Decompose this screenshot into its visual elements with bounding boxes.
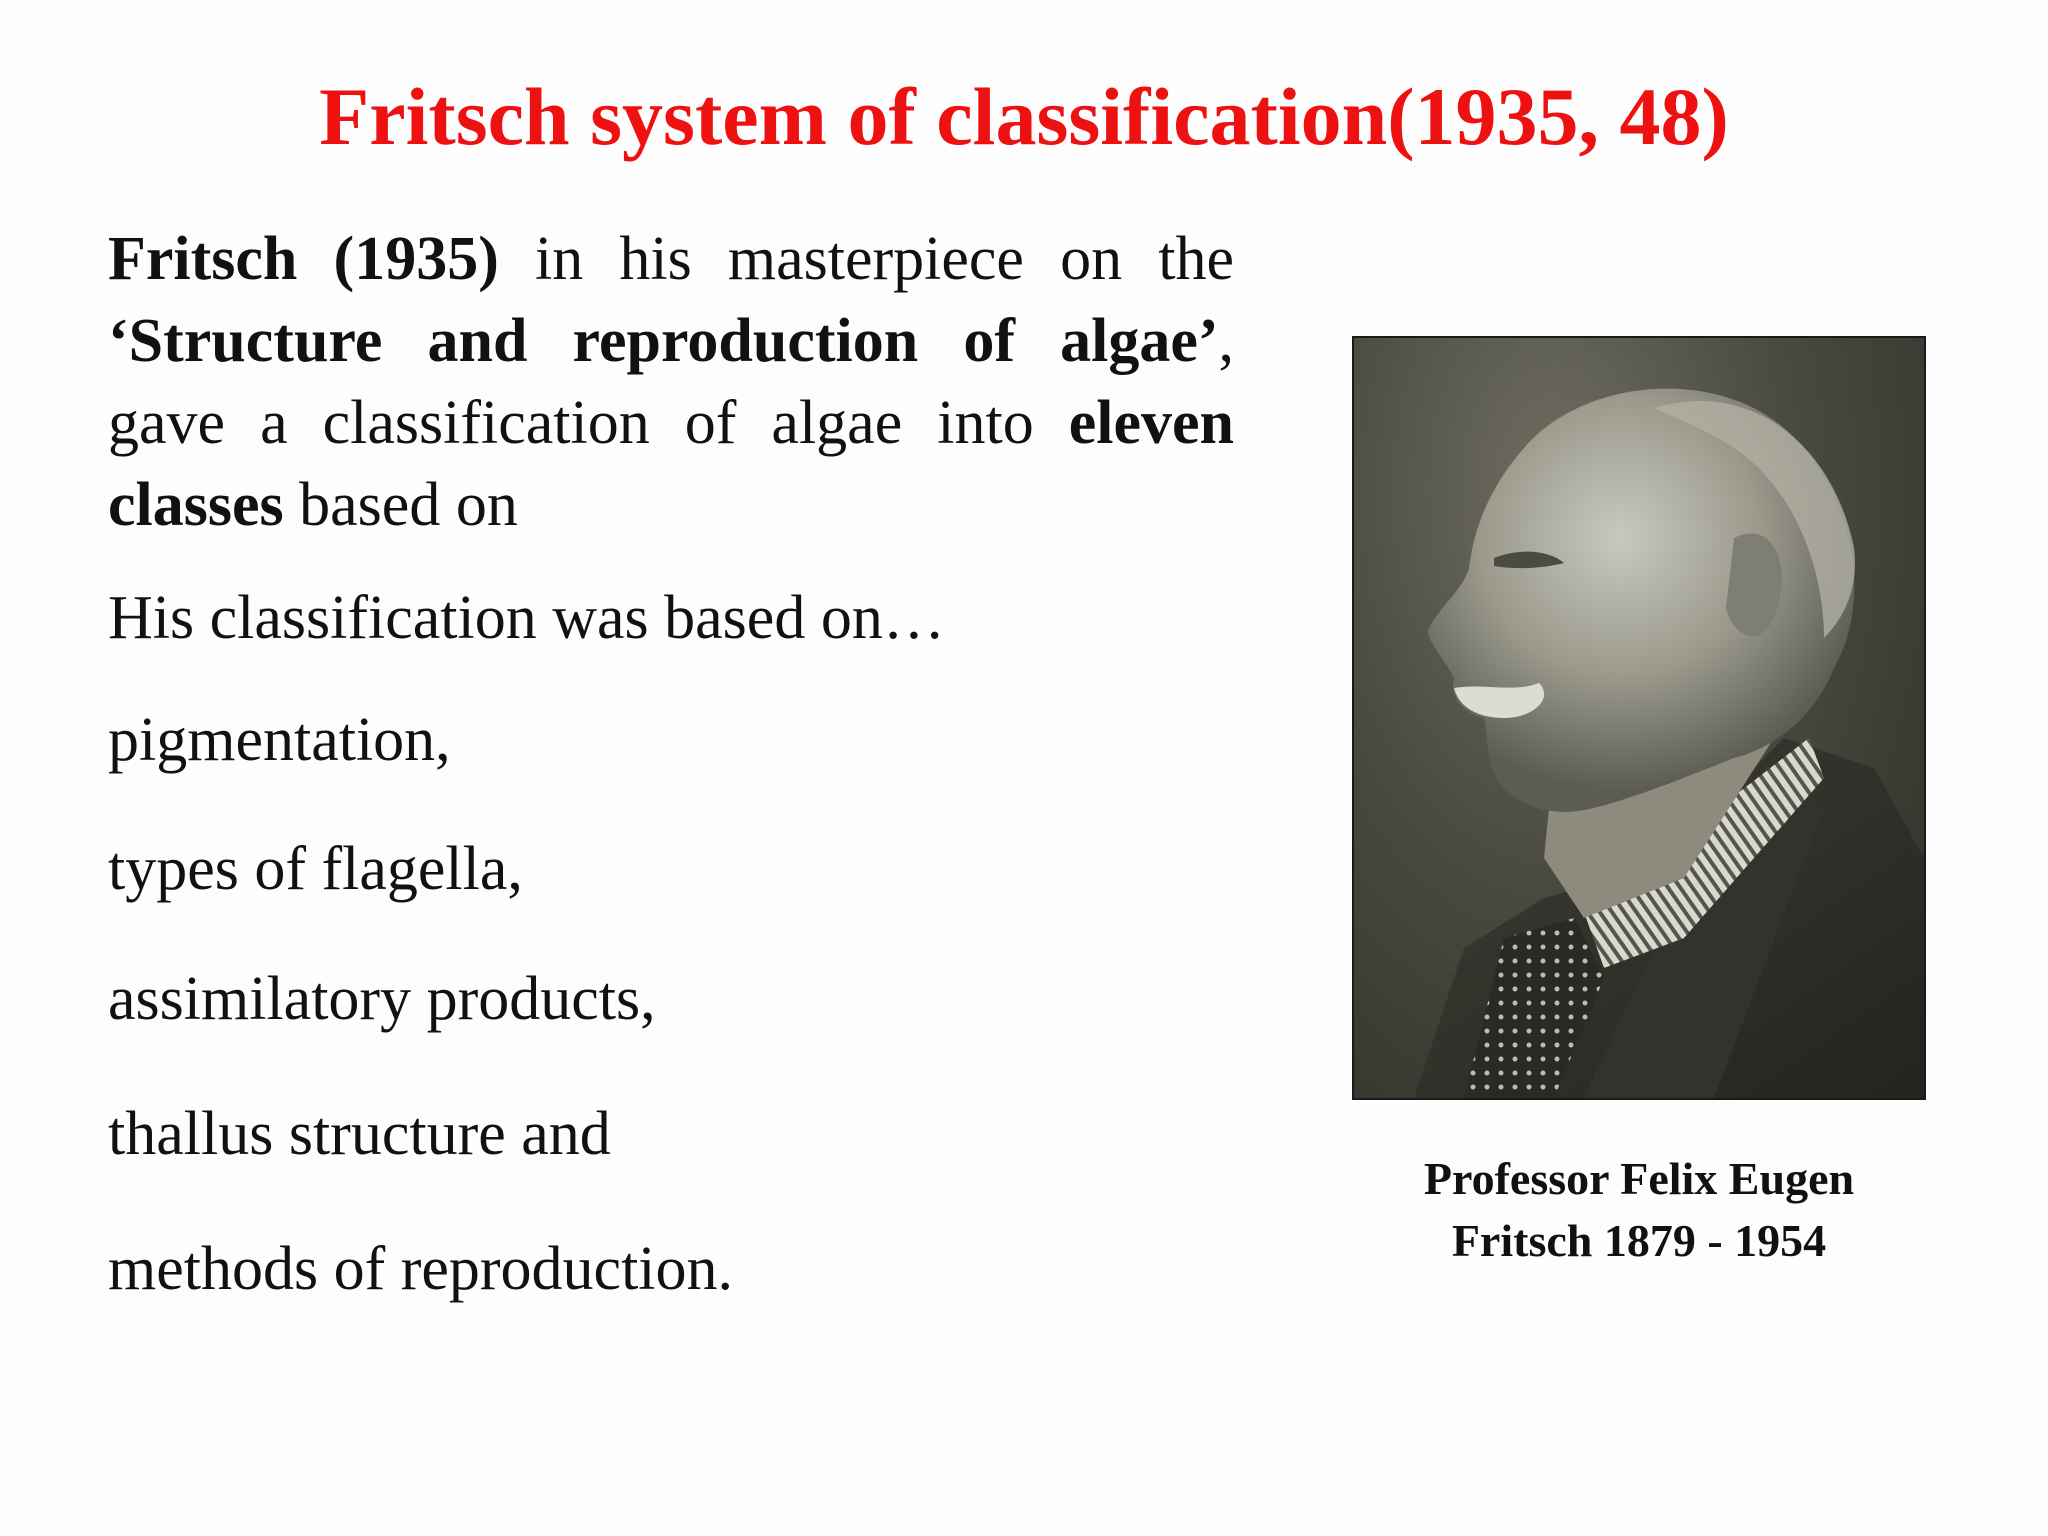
intro-book-title: ‘Structure and reproduction of algae’ xyxy=(108,307,1219,375)
basis-list xyxy=(108,700,733,1358)
intro-class-count: eleven classes xyxy=(108,389,1234,539)
intro-paragraph xyxy=(108,218,1234,546)
basis-item-pigmentation: pigmentation, xyxy=(108,706,451,774)
basis-item-flagella: types of flagella, xyxy=(108,835,523,903)
basis-item-thallus-structure: thallus structure and xyxy=(108,1100,611,1168)
basis-item-assimilatory-products: assimilatory products, xyxy=(108,965,656,1033)
portrait-caption xyxy=(1352,1148,1926,1272)
basis-item-reproduction: methods of reproduction. xyxy=(108,1235,734,1303)
intro-text-3: based on xyxy=(283,471,518,539)
intro-text-2: , gave a classification of algae into xyxy=(108,307,1234,457)
caption-name: Professor Felix Eugen xyxy=(1423,1153,1855,1204)
caption-dates: Fritsch 1879 - 1954 xyxy=(1451,1215,1827,1266)
basis-lead: His classification was based on… xyxy=(108,584,945,652)
portrait-photo xyxy=(1352,336,1926,1100)
slide-title: Fritsch system of classification(1935, 48) xyxy=(319,71,1729,162)
intro-text-1: in his masterpiece on the xyxy=(498,225,1234,293)
intro-author: Fritsch (1935) xyxy=(108,225,499,293)
portrait-illustration xyxy=(1354,338,1924,1098)
